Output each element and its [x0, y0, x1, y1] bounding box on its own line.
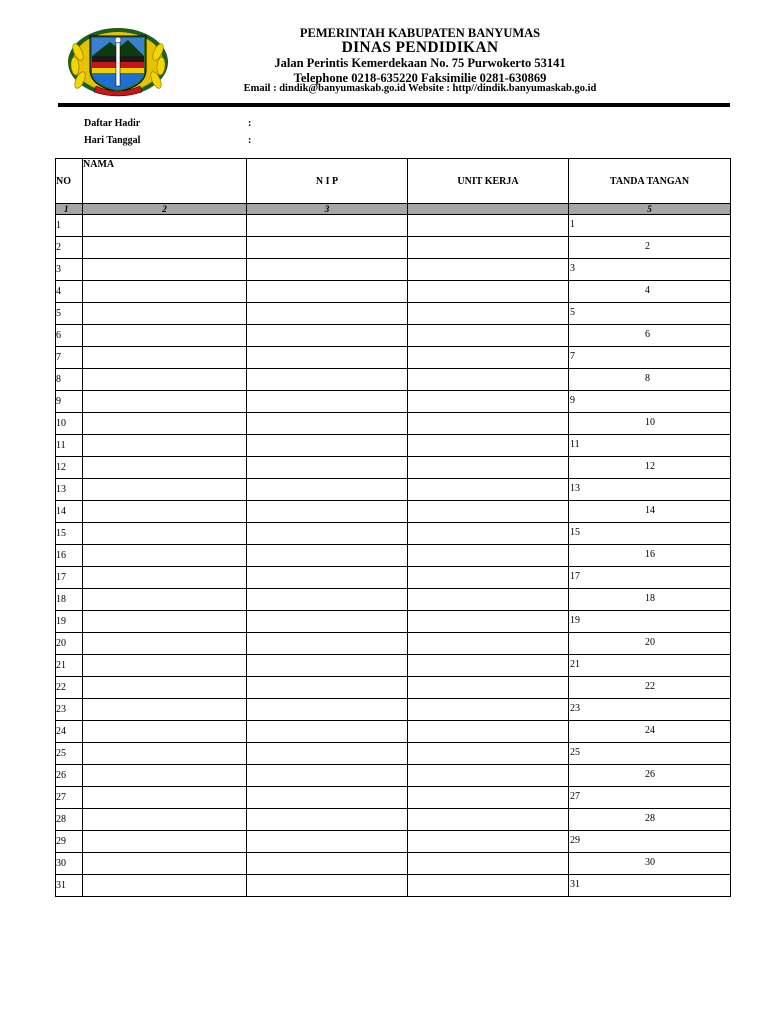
signature-number: 23 — [570, 703, 580, 714]
header-nama: NAMA — [83, 159, 247, 204]
nama-cell[interactable] — [83, 831, 247, 853]
row-number: 14 — [56, 501, 83, 523]
signature-number: 24 — [645, 725, 655, 736]
signature-cell[interactable] — [569, 699, 731, 721]
table-row — [56, 743, 731, 765]
signature-number: 17 — [570, 571, 580, 582]
nama-cell[interactable] — [83, 787, 247, 809]
signature-cell[interactable] — [569, 369, 731, 391]
row-number: 13 — [56, 479, 83, 501]
unit-kerja-cell[interactable] — [408, 655, 569, 677]
signature-number: 9 — [570, 395, 575, 406]
nama-cell[interactable] — [83, 457, 247, 479]
table-row — [56, 589, 731, 611]
signature-cell[interactable] — [569, 567, 731, 589]
unit-kerja-cell[interactable] — [408, 391, 569, 413]
row-number: 5 — [56, 303, 83, 325]
nip-cell[interactable] — [247, 479, 408, 501]
nama-cell[interactable] — [83, 721, 247, 743]
signature-number: 20 — [645, 637, 655, 648]
table-row — [56, 809, 731, 831]
signature-number: 1 — [570, 219, 575, 230]
unit-kerja-cell[interactable] — [408, 831, 569, 853]
table-row — [56, 237, 731, 259]
column-index: 3 — [247, 204, 408, 215]
row-number: 21 — [56, 655, 83, 677]
office-phone: Telephone 0218-635220 Faksimilie 0281-630869 — [293, 71, 547, 85]
signature-number: 25 — [570, 747, 580, 758]
nama-cell[interactable] — [83, 259, 247, 281]
nama-cell[interactable] — [83, 435, 247, 457]
row-number: 8 — [56, 369, 83, 391]
column-index: 2 — [83, 204, 247, 215]
government-name: PEMERINTAH KABUPATEN BANYUMAS — [299, 26, 541, 40]
table-row — [56, 457, 731, 479]
nip-cell[interactable] — [247, 391, 408, 413]
table-row — [56, 831, 731, 853]
table-header-row — [56, 159, 731, 204]
row-number: 23 — [56, 699, 83, 721]
unit-kerja-cell[interactable] — [408, 633, 569, 655]
letterhead-divider — [58, 103, 730, 107]
signature-cell[interactable] — [569, 479, 731, 501]
row-number: 11 — [56, 435, 83, 457]
row-number: 1 — [56, 215, 83, 237]
nama-cell[interactable] — [83, 875, 247, 897]
table-row — [56, 523, 731, 545]
signature-number: 6 — [645, 329, 650, 340]
nip-cell[interactable] — [247, 325, 408, 347]
signature-number: 18 — [645, 593, 655, 604]
nama-cell[interactable] — [83, 479, 247, 501]
signature-cell[interactable] — [569, 259, 731, 281]
signature-number: 15 — [570, 527, 580, 538]
nip-cell[interactable] — [247, 523, 408, 545]
nama-cell[interactable] — [83, 567, 247, 589]
row-number: 7 — [56, 347, 83, 369]
signature-cell[interactable] — [569, 523, 731, 545]
nip-cell[interactable] — [247, 743, 408, 765]
nip-cell[interactable] — [247, 765, 408, 787]
row-number: 24 — [56, 721, 83, 743]
unit-kerja-cell[interactable] — [408, 457, 569, 479]
nip-cell[interactable] — [247, 215, 408, 237]
nip-cell[interactable] — [247, 875, 408, 897]
signature-number: 21 — [570, 659, 580, 670]
signature-number: 28 — [645, 813, 655, 824]
nip-cell[interactable] — [247, 809, 408, 831]
unit-kerja-cell[interactable] — [408, 501, 569, 523]
nip-cell[interactable] — [247, 853, 408, 875]
nama-cell[interactable] — [83, 611, 247, 633]
nama-cell[interactable] — [83, 523, 247, 545]
signature-number: 3 — [570, 263, 575, 274]
table-row — [56, 479, 731, 501]
nama-cell[interactable] — [83, 347, 247, 369]
row-number: 18 — [56, 589, 83, 611]
signature-cell[interactable] — [569, 655, 731, 677]
nama-cell[interactable] — [83, 765, 247, 787]
nama-cell[interactable] — [83, 699, 247, 721]
signature-cell[interactable] — [569, 721, 731, 743]
row-number: 3 — [56, 259, 83, 281]
signature-number: 10 — [645, 417, 655, 428]
unit-kerja-cell[interactable] — [408, 325, 569, 347]
table-row — [56, 413, 731, 435]
table-row — [56, 787, 731, 809]
nama-cell[interactable] — [83, 545, 247, 567]
table-row — [56, 215, 731, 237]
unit-kerja-cell[interactable] — [408, 545, 569, 567]
nip-cell[interactable] — [247, 347, 408, 369]
signature-number: 2 — [645, 241, 650, 252]
signature-cell[interactable] — [569, 853, 731, 875]
office-email-website: Email : dindik@banyumaskab.go.id Website : http//dindik.banyumaskab.go.id — [243, 83, 597, 94]
table-row — [56, 281, 731, 303]
unit-kerja-cell[interactable] — [408, 215, 569, 237]
nama-cell[interactable] — [83, 677, 247, 699]
signature-cell[interactable] — [569, 303, 731, 325]
signature-cell[interactable] — [569, 743, 731, 765]
table-row — [56, 303, 731, 325]
signature-cell[interactable] — [569, 611, 731, 633]
unit-kerja-cell[interactable] — [408, 721, 569, 743]
attendance-rows — [56, 215, 731, 897]
unit-kerja-cell[interactable] — [408, 237, 569, 259]
nama-cell[interactable] — [83, 325, 247, 347]
signature-cell[interactable] — [569, 391, 731, 413]
column-index — [408, 204, 569, 215]
nip-cell[interactable] — [247, 633, 408, 655]
nip-cell[interactable] — [247, 457, 408, 479]
nama-cell[interactable] — [83, 633, 247, 655]
nip-cell[interactable] — [247, 787, 408, 809]
row-number: 15 — [56, 523, 83, 545]
nama-cell[interactable] — [83, 215, 247, 237]
nip-cell[interactable] — [247, 677, 408, 699]
signature-cell[interactable] — [569, 831, 731, 853]
hari-tanggal-label: Hari Tanggal — [84, 135, 141, 146]
header-no: NO — [56, 159, 83, 204]
unit-kerja-cell[interactable] — [408, 259, 569, 281]
nip-cell[interactable] — [247, 545, 408, 567]
nip-cell[interactable] — [247, 369, 408, 391]
nip-cell[interactable] — [247, 611, 408, 633]
table-row — [56, 611, 731, 633]
row-number: 4 — [56, 281, 83, 303]
unit-kerja-cell[interactable] — [408, 347, 569, 369]
unit-kerja-cell[interactable] — [408, 435, 569, 457]
signature-cell[interactable] — [569, 435, 731, 457]
nama-cell[interactable] — [83, 743, 247, 765]
letterhead — [180, 26, 660, 94]
row-number: 25 — [56, 743, 83, 765]
table-row — [56, 435, 731, 457]
nip-cell[interactable] — [247, 259, 408, 281]
nama-cell[interactable] — [83, 413, 247, 435]
signature-number: 31 — [570, 879, 580, 890]
hari-tanggal-field — [84, 135, 252, 146]
signature-cell[interactable] — [569, 787, 731, 809]
row-number: 30 — [56, 853, 83, 875]
daftar-hadir-colon: : — [248, 118, 252, 129]
unit-kerja-cell[interactable] — [408, 567, 569, 589]
table-row — [56, 633, 731, 655]
unit-kerja-cell[interactable] — [408, 479, 569, 501]
row-number: 22 — [56, 677, 83, 699]
unit-kerja-cell[interactable] — [408, 611, 569, 633]
nip-cell[interactable] — [247, 655, 408, 677]
nama-cell[interactable] — [83, 655, 247, 677]
signature-number: 30 — [645, 857, 655, 868]
hari-tanggal-colon: : — [248, 135, 252, 146]
kabupaten-banyumas-emblem — [66, 26, 170, 98]
table-row — [56, 545, 731, 567]
unit-kerja-cell[interactable] — [408, 787, 569, 809]
nama-cell[interactable] — [83, 853, 247, 875]
signature-number: 14 — [645, 505, 655, 516]
unit-kerja-cell[interactable] — [408, 809, 569, 831]
nip-cell[interactable] — [247, 303, 408, 325]
nip-cell[interactable] — [247, 281, 408, 303]
table-row — [56, 347, 731, 369]
signature-cell[interactable] — [569, 325, 731, 347]
table-row — [56, 853, 731, 875]
unit-kerja-cell[interactable] — [408, 743, 569, 765]
row-number: 27 — [56, 787, 83, 809]
signature-cell[interactable] — [569, 413, 731, 435]
unit-kerja-cell[interactable] — [408, 369, 569, 391]
signature-number: 27 — [570, 791, 580, 802]
row-number: 29 — [56, 831, 83, 853]
row-number: 26 — [56, 765, 83, 787]
nip-cell[interactable] — [247, 237, 408, 259]
signature-cell[interactable] — [569, 589, 731, 611]
signature-cell[interactable] — [569, 765, 731, 787]
signature-cell[interactable] — [569, 457, 731, 479]
signature-cell[interactable] — [569, 281, 731, 303]
signature-cell[interactable] — [569, 215, 731, 237]
signature-number: 26 — [645, 769, 655, 780]
nama-cell[interactable] — [83, 281, 247, 303]
row-number: 10 — [56, 413, 83, 435]
table-row — [56, 391, 731, 413]
table-row — [56, 875, 731, 897]
table-row — [56, 721, 731, 743]
table-row — [56, 677, 731, 699]
row-number: 9 — [56, 391, 83, 413]
table-row — [56, 369, 731, 391]
signature-number: 22 — [645, 681, 655, 692]
table-row — [56, 765, 731, 787]
unit-kerja-cell[interactable] — [408, 589, 569, 611]
signature-number: 12 — [645, 461, 655, 472]
nip-cell[interactable] — [247, 501, 408, 523]
nama-cell[interactable] — [83, 391, 247, 413]
signature-number: 13 — [570, 483, 580, 494]
table-row — [56, 655, 731, 677]
nip-cell[interactable] — [247, 413, 408, 435]
signature-number: 8 — [645, 373, 650, 384]
table-row — [56, 501, 731, 523]
unit-kerja-cell[interactable] — [408, 853, 569, 875]
nama-cell[interactable] — [83, 369, 247, 391]
signature-cell[interactable] — [569, 501, 731, 523]
column-index: 1 — [56, 204, 83, 215]
signature-cell[interactable] — [569, 633, 731, 655]
row-number: 17 — [56, 567, 83, 589]
daftar-hadir-label: Daftar Hadir — [84, 118, 141, 129]
row-number: 12 — [56, 457, 83, 479]
row-number: 31 — [56, 875, 83, 897]
signature-cell[interactable] — [569, 809, 731, 831]
nama-cell[interactable] — [83, 501, 247, 523]
header-tanda-tangan: TANDA TANGAN — [569, 159, 731, 204]
signature-cell[interactable] — [569, 237, 731, 259]
nip-cell[interactable] — [247, 831, 408, 853]
office-name: DINAS PENDIDIKAN — [341, 39, 499, 56]
nama-cell[interactable] — [83, 303, 247, 325]
table-row — [56, 699, 731, 721]
row-number: 6 — [56, 325, 83, 347]
row-number: 20 — [56, 633, 83, 655]
unit-kerja-cell[interactable] — [408, 281, 569, 303]
nip-cell[interactable] — [247, 589, 408, 611]
unit-kerja-cell[interactable] — [408, 765, 569, 787]
header-unit-kerja: UNIT KERJA — [408, 159, 569, 204]
signature-cell[interactable] — [569, 347, 731, 369]
nip-cell[interactable] — [247, 567, 408, 589]
signature-number: 29 — [570, 835, 580, 846]
row-number: 19 — [56, 611, 83, 633]
nip-cell[interactable] — [247, 721, 408, 743]
header-nip: N I P — [247, 159, 408, 204]
nama-cell[interactable] — [83, 809, 247, 831]
unit-kerja-cell[interactable] — [408, 875, 569, 897]
unit-kerja-cell[interactable] — [408, 699, 569, 721]
signature-number: 4 — [645, 285, 650, 296]
row-number: 16 — [56, 545, 83, 567]
signature-number: 11 — [570, 439, 580, 450]
unit-kerja-cell[interactable] — [408, 677, 569, 699]
table-row — [56, 259, 731, 281]
nip-cell[interactable] — [247, 435, 408, 457]
unit-kerja-cell[interactable] — [408, 413, 569, 435]
unit-kerja-cell[interactable] — [408, 303, 569, 325]
table-row — [56, 567, 731, 589]
signature-cell[interactable] — [569, 677, 731, 699]
column-index: 5 — [569, 204, 731, 215]
attendance-table — [55, 158, 731, 897]
nip-cell[interactable] — [247, 699, 408, 721]
table-row — [56, 325, 731, 347]
office-address: Jalan Perintis Kemerdekaan No. 75 Purwokerto 53141 — [274, 56, 566, 70]
daftar-hadir-field — [84, 118, 252, 129]
signature-number: 19 — [570, 615, 580, 626]
column-index-row — [56, 204, 731, 215]
nama-cell[interactable] — [83, 589, 247, 611]
signature-number: 5 — [570, 307, 575, 318]
signature-cell[interactable] — [569, 545, 731, 567]
unit-kerja-cell[interactable] — [408, 523, 569, 545]
signature-number: 16 — [645, 549, 655, 560]
signature-number: 7 — [570, 351, 575, 362]
signature-cell[interactable] — [569, 875, 731, 897]
row-number: 28 — [56, 809, 83, 831]
row-number: 2 — [56, 237, 83, 259]
nama-cell[interactable] — [83, 237, 247, 259]
